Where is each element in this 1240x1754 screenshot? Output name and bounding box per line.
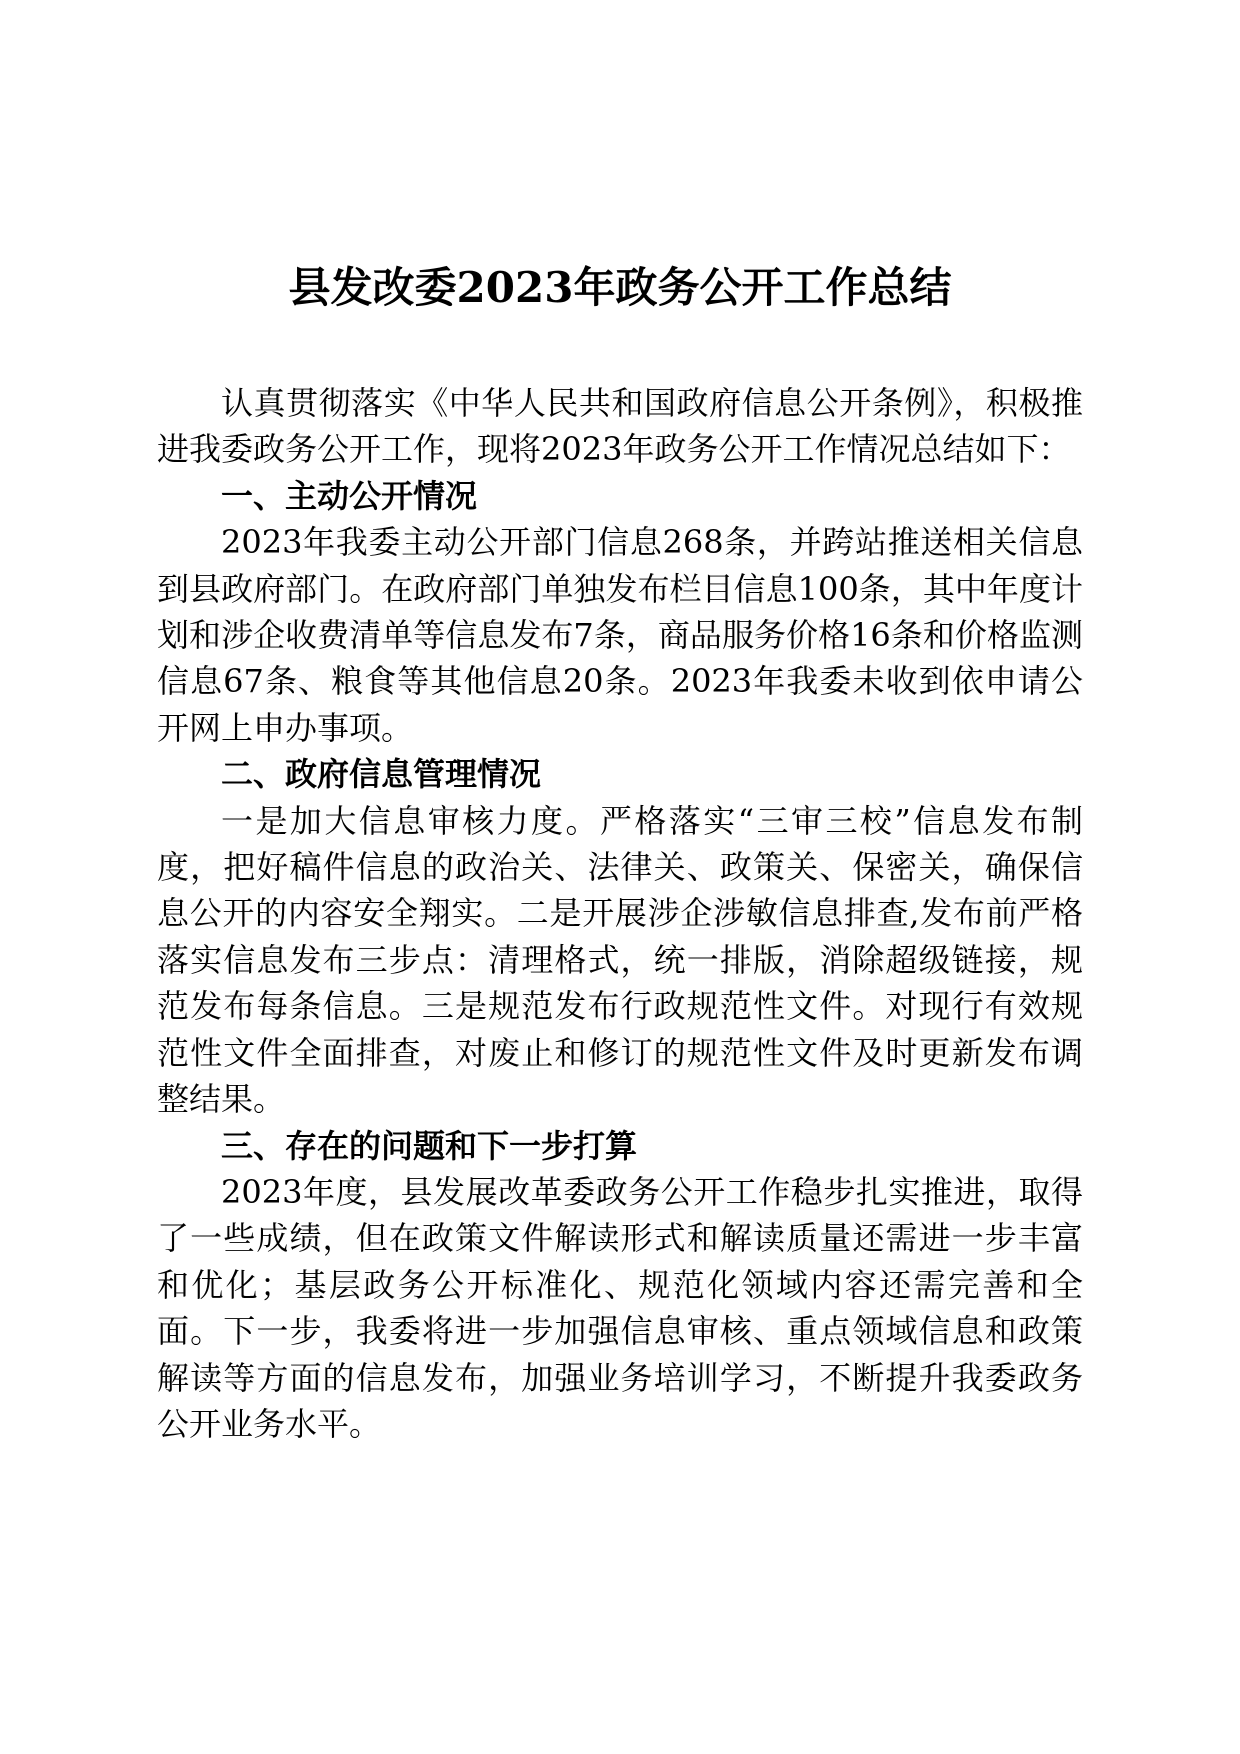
section-body-2: 一是加大信息审核力度。严格落实“三审三校”信息发布制度，把好稿件信息的政治关、法律关、政策关、保密关，确保信息公开的内容安全翔实。二是开展涉企涉敏信息排查,发布前严格落实信息发布三步点：清理格式，统一排版，消除超级链接，规范发布每条信息。三是规范发布行政规范性文件。对现行有效规范性文件全面排查，对废止和修订的规范性文件及时更新发布调整结果。: [157, 801, 1083, 1119]
document-title: 县发改委2023年政务公开工作总结: [288, 263, 952, 312]
section-body-1: 2023年我委主动公开部门信息268条，并跨站推送相关信息到县政府部门。在政府部门单独发布栏目信息100条，其中年度计划和涉企收费清单等信息发布7条，商品服务价格16条和价格监测信息67条、粮食等其他信息20条。2023年我委未收到依申请公开网上申办事项。: [157, 523, 1083, 747]
document-body: [157, 380, 1083, 1447]
intro-paragraph: 认真贯彻落实《中华人民共和国政府信息公开条例》，积极推进我委政务公开工作，现将2023年政务公开工作情况总结如下：: [157, 384, 1083, 469]
section-body-3: 2023年度，县发展改革委政务公开工作稳步扎实推进，取得了一些成绩，但在政策文件解读形式和解读质量还需进一步丰富和优化；基层政务公开标准化、规范化领域内容还需完善和全面。下一步，我委将进一步加强信息审核、重点领域信息和政策解读等方面的信息发布，加强业务培训学习，不断提升我委政务公开业务水平。: [157, 1172, 1083, 1443]
section-heading-3: 三、存在的问题和下一步打算: [221, 1126, 638, 1165]
section-heading-1: 一、主动公开情况: [221, 476, 478, 515]
section-heading-2: 二、政府信息管理情况: [221, 755, 542, 794]
